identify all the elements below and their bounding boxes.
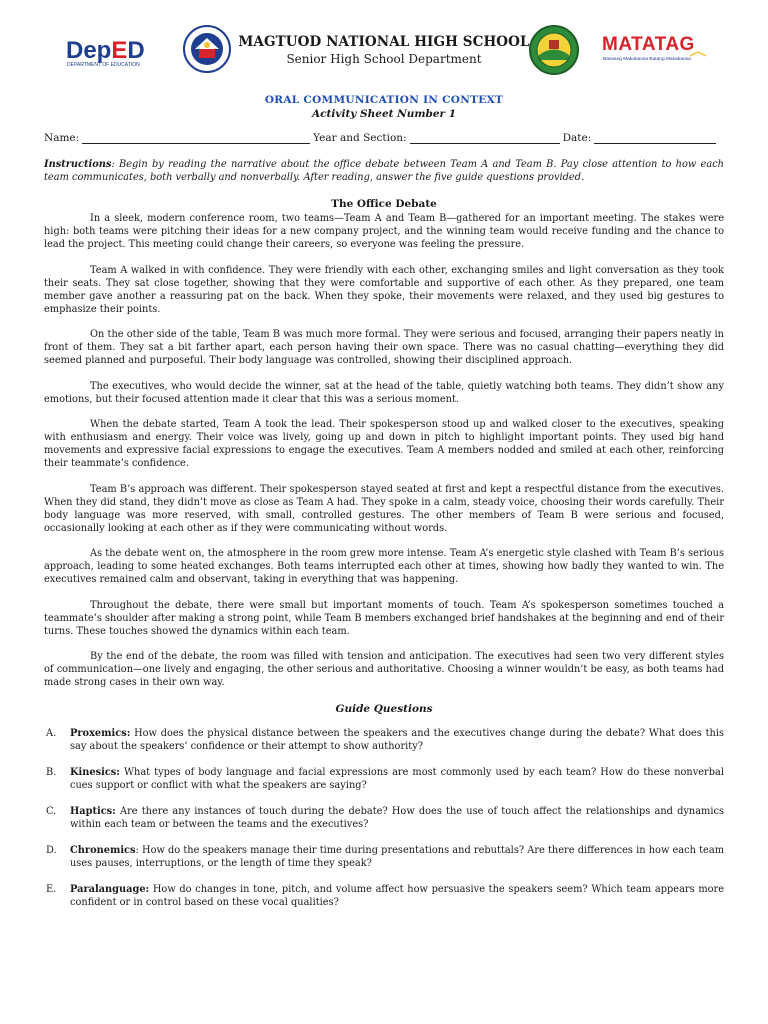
question-term: Proxemics:	[70, 728, 131, 739]
guide-question	[44, 727, 724, 753]
guide-questions-list	[44, 727, 724, 909]
sheet-subtitle: Activity Sheet Number 1	[311, 108, 457, 120]
school-name: MAGTUOD NATIONAL HIGH SCHOOL	[238, 34, 530, 50]
school-heading	[204, 34, 564, 66]
guide-question	[44, 805, 724, 831]
page-header	[44, 22, 724, 84]
matatag-logo	[602, 30, 714, 66]
deped-logo-subtext: DEPARTMENT OF EDUCATION	[67, 62, 140, 68]
deped-logo-text: DepED	[66, 37, 145, 64]
name-field[interactable]	[82, 132, 310, 144]
deped-logo	[66, 34, 174, 68]
date-field[interactable]	[594, 132, 716, 144]
story-paragraph: Throughout the debate, there were small but important moments of touch. Team A’s spokesperson sometimes touched a teammate’s shoulder after making a strong point, while Team B members exchanged brief handshakes at the beginning and end of their turns. These touches showed the dynamics within each team.	[44, 599, 724, 637]
story-paragraph: Team A walked in with confidence. They were friendly with each other, exchanging smiles and light conversation as they took their seats. They sat close together, showing that they were comfortable and supportive of each other. As they prepared, one team member gave another a reassuring pat on the back. When they spoke, their movements were relaxed, and they used big gestures to emphasize their points.	[44, 264, 724, 315]
question-letter: D.	[46, 845, 57, 856]
guide-question	[44, 766, 724, 792]
story-paragraph: By the end of the debate, the room was filled with tension and anticipation. The executives had seen two very different styles of communication—one lively and engaging, the other serious and authoritative. Choosing a winner wouldn’t be easy, as both teams had made strong cases in their own way.	[44, 651, 724, 688]
instructions	[44, 158, 724, 184]
activity-sheet-page	[44, 22, 724, 922]
name-label: Name:	[44, 132, 80, 144]
question-letter: A.	[46, 728, 57, 739]
guide-question	[44, 844, 724, 870]
matatag-tagline: Bansang Makabansa Batang Makabansa	[603, 57, 691, 62]
matatag-logo-text: MATATAG	[602, 34, 695, 55]
date-label: Date:	[562, 132, 592, 144]
guide-questions-title: Guide Questions	[335, 703, 433, 715]
student-info-fields	[44, 132, 724, 144]
story-paragraph: The executives, who would decide the winner, sat at the head of the table, quietly watching both teams. They didn’t show any emotions, but their focused attention made it clear that this was a serious moment.	[44, 380, 724, 405]
sheet-heading	[44, 94, 724, 120]
school-seal-icon	[528, 24, 580, 76]
question-term: Haptics:	[70, 806, 116, 817]
department-name: Senior High School Department	[286, 52, 482, 66]
story-paragraph: As the debate went on, the atmosphere in the room grew more intense. Team A’s energetic style clashed with Team B’s serious approach, leading to some heated exchanges. Both teams interrupted each other at times, showing how badly they wanted to win. The executives remained calm and observant, taking in everything that was happening.	[44, 548, 724, 585]
question-term: Kinesics:	[70, 767, 120, 778]
question-letter: C.	[46, 806, 57, 817]
instructions-label: Instructions	[44, 159, 112, 170]
instructions-text: : Begin by reading the narrative about the office debate between Team A and Team B. Pay close attention to how each team communicates, both verbally and nonverbally. After reading, answer the five guide questions provided.	[44, 159, 724, 183]
question-text: : How do the speakers manage their time during presentations and rebuttals? Are there differences in how each team uses pauses, interruptions, or the length of time they speak?	[70, 845, 724, 869]
question-text: How do changes in tone, pitch, and volume affect how persuasive the speakers seem? Which team appears more confident or in control based on these vocal qualities?	[70, 884, 724, 908]
year-section-field[interactable]	[410, 132, 560, 144]
story-paragraph: On the other side of the table, Team B was much more formal. They were serious and focused, arranging their papers neatly in front of them. They sat a bit farther apart, each person having their own space. There was no casual chatting—everything they did seemed planned and purposeful. Their body language was controlled, showing their disciplined approach.	[44, 329, 724, 366]
year-section-label: Year and Section:	[313, 132, 407, 144]
story-paragraph: When the debate started, Team A took the lead. Their spokesperson stood up and walked closer to the executives, speaking with enthusiasm and energy. Their voice was lively, going up and down in pitch to highlight important points. They used big hand movements and expressive facial expressions to engage the executives. Team A members nodded and smiled at each other, reinforcing their teammate’s confidence.	[44, 419, 724, 469]
question-letter: E.	[46, 884, 57, 895]
question-text: Are there any instances of touch during the debate? How does the use of touch affect the relationships and dynamics within each team or between the teams and the executives?	[70, 806, 724, 830]
guide-question	[44, 883, 724, 909]
question-text: What types of body language and facial expressions are most commonly used by each team? How do these nonverbal cues support or conflict with what the speakers are saying?	[70, 767, 724, 791]
story-paragraph: Team B’s approach was different. Their spokesperson stayed seated at first and kept a respectful distance from the executives. When they did stand, they didn’t move as close as Team A had. They spoke in a calm, steady voice, choosing their words carefully. Their body language was more reserved, with small, controlled gestures. The other members of Team B were serious and focused, occasionally looking at each other as if they were communicating without words.	[44, 483, 724, 534]
sheet-title: ORAL COMMUNICATION IN CONTEXT	[264, 94, 504, 106]
story-paragraph: In a sleek, modern conference room, two teams—Team A and Team B—gathered for an important meeting. The stakes were high: both teams were pitching their ideas for a new company project, and the winning team would receive funding and the chance to lead the project. This meeting could change their careers, so everyone was feeling the pressure.	[44, 213, 724, 250]
question-term: Paralanguage:	[70, 884, 150, 895]
question-text: How does the physical distance between the speakers and the executives change during the debate? What does this say about the speakers’ confidence or their attempt to show authority?	[70, 728, 724, 752]
story-title: The Office Debate	[331, 198, 437, 210]
question-letter: B.	[46, 767, 57, 778]
story-body	[44, 212, 724, 689]
question-term: Chronemics	[70, 845, 136, 856]
